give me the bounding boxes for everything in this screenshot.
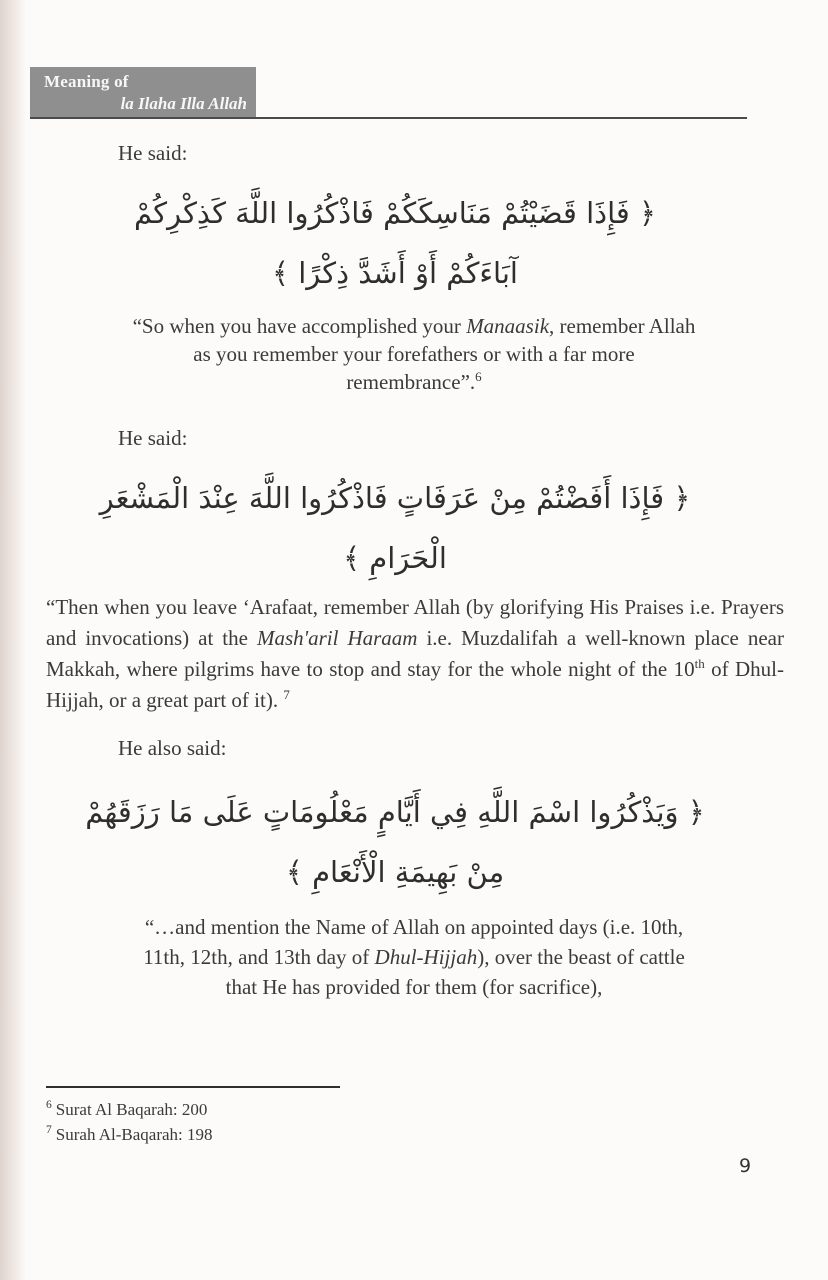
quran-verse-arabic — [45, 782, 745, 902]
verse-translation: “…and mention the Name of Allah on appointed days (i.e. 10th, 11th, 12th, and 13th day of Dhul-Hijjah), over the beast of cattle that He has provided for them (for sacrifice), — [143, 915, 685, 999]
passage-intro: He said: — [118, 426, 188, 450]
quran-verse-arabic — [45, 183, 745, 303]
footnote-text: Surah Al-Baqarah: 198 — [55, 1125, 213, 1144]
verse-translation: “So when you have accomplished your Manaasik, remember Allah as you remember your forefathers or with a far more remembrance”.$^6$ — [132, 314, 696, 394]
quran-verse-line: ﴿ وَيَذْكُرُوا اسْمَ اللَّهِ فِي أَيَّامٍ مَعْلُومَاتٍ عَلَى مَا رَزَقَهُمْ — [85, 795, 705, 829]
footnote — [46, 1122, 213, 1147]
passage-intro: He said: — [118, 141, 188, 165]
passage-intro: He also said: — [118, 736, 227, 760]
footnote-marker: 6 — [46, 1098, 52, 1112]
footnote — [46, 1097, 213, 1122]
footnote-separator-rule — [46, 1086, 340, 1088]
chapter-header-eyebrow: Meaning of — [44, 72, 129, 91]
page-number: 9 — [739, 1155, 752, 1177]
chapter-header-box — [30, 67, 256, 119]
footnotes — [46, 1097, 213, 1147]
quran-verse-line: آبَاءَكُمْ أَوْ أَشَدَّ ذِكْرًا ﴾ — [272, 256, 518, 290]
quran-verse-line: مِنْ بَهِيمَةِ الْأَنْعَامِ ﴾ — [285, 855, 505, 889]
quran-verse-arabic — [45, 468, 745, 588]
header-rule — [30, 117, 747, 119]
page-binding-shadow — [0, 0, 26, 1280]
verse-translation: “Then when you leave ‘Arafaat, remember Allah (by glorifying His Praises i.e. Prayers and invocations) at the Mash'aril Haraam i.e. Muzdalifah a well-known place near Makkah, where pilgrims have to stop and stay for the whole night of the 10th of Dhul-Hijjah, or a great part of it). $^7$ — [46, 595, 784, 712]
chapter-header-title: la Ilaha Illa Allah — [120, 94, 247, 113]
quran-verse-line: الْحَرَامِ ﴾ — [343, 541, 447, 575]
quran-verse-line: ﴿ فَإِذَا أَفَضْتُمْ مِنْ عَرَفَاتٍ فَاذْكُرُوا اللَّهَ عِنْدَ الْمَشْعَرِ — [99, 481, 691, 515]
footnote-text: Surat Al Baqarah: 200 — [55, 1100, 208, 1119]
quran-verse-line: ﴿ فَإِذَا قَضَيْتُمْ مَنَاسِكَكُمْ فَاذْكُرُوا اللَّهَ كَذِكْرِكُمْ — [134, 196, 656, 230]
footnote-marker: 7 — [46, 1123, 52, 1137]
